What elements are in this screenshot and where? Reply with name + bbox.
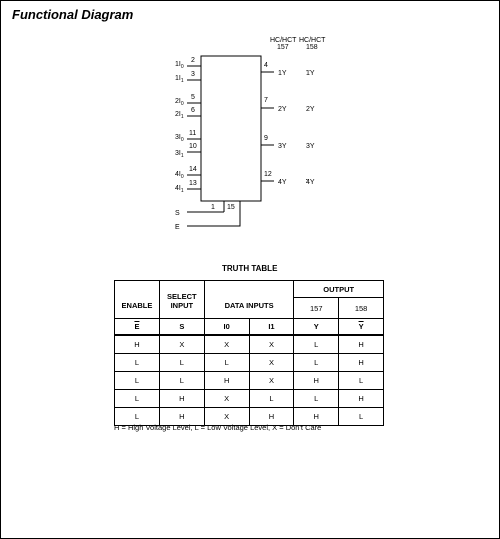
- pin-number: 10: [189, 143, 197, 150]
- output-label-158: 1Y: [306, 70, 315, 77]
- header-output: OUTPUT: [294, 281, 384, 298]
- pin-number: 5: [191, 94, 195, 101]
- cell: L: [204, 354, 249, 372]
- truth-table: [114, 280, 384, 426]
- output-label-157: 1Y: [278, 70, 287, 77]
- header-select-line2: INPUT: [170, 301, 194, 310]
- input-label: $4I_0$: [175, 171, 184, 180]
- symbol-enable: [115, 319, 160, 336]
- select-lead: [175, 210, 224, 217]
- cell: L: [115, 372, 160, 390]
- cell: L: [159, 354, 204, 372]
- pin-number: 12: [264, 171, 272, 178]
- header-158: 158: [339, 298, 384, 319]
- output-label-158: 2Y: [306, 106, 315, 113]
- input-lead-4i1: [175, 180, 201, 194]
- header-select-input: [159, 281, 204, 319]
- cell: X: [204, 408, 249, 426]
- table-row: [115, 354, 384, 372]
- cell: L: [159, 372, 204, 390]
- cell: H: [294, 408, 339, 426]
- cell: H: [204, 372, 249, 390]
- header-enable: ENABLE: [115, 281, 160, 319]
- cell: H: [249, 408, 294, 426]
- page-title: Functional Diagram: [12, 7, 134, 22]
- select-pin-number: 1: [211, 204, 215, 211]
- cell: H: [159, 408, 204, 426]
- truth-table-title: TRUTH TABLE: [222, 264, 278, 273]
- pin-number: 11: [189, 130, 197, 137]
- pin-number: 7: [264, 97, 268, 104]
- header-select-line1: SELECT: [167, 292, 197, 301]
- cell: L: [294, 390, 339, 408]
- pin-number: 3: [191, 71, 195, 78]
- input-lead-3i0: [175, 130, 201, 143]
- pin-number: 2: [191, 57, 195, 64]
- table-row: [115, 390, 384, 408]
- cell: X: [249, 372, 294, 390]
- chip-body: [201, 56, 261, 201]
- output-label-157: 3Y: [278, 143, 287, 150]
- functional-diagram: [0, 0, 500, 250]
- header-157-line2: 157: [277, 44, 289, 51]
- input-lead-4i0: [175, 166, 201, 180]
- input-lead-1i0: [175, 57, 201, 70]
- input-label: $3I_0$: [175, 134, 184, 143]
- symbol-y: Y: [294, 319, 339, 336]
- cell: H: [115, 335, 160, 354]
- output-label-157: 4Y: [278, 179, 287, 186]
- symbol-y-bar-text: $\overline{Y}$: [358, 322, 364, 331]
- table-row: [115, 372, 384, 390]
- cell: H: [159, 390, 204, 408]
- enable-label: E: [175, 224, 180, 231]
- cell: X: [249, 335, 294, 354]
- header-157: 157: [294, 298, 339, 319]
- symbol-i1: I1: [249, 319, 294, 336]
- cell: X: [159, 335, 204, 354]
- pin-number: 13: [189, 180, 197, 187]
- cell: H: [339, 335, 384, 354]
- output-label-157: 2Y: [278, 106, 287, 113]
- pin-number: 14: [189, 166, 197, 173]
- header-158-line2: 158: [306, 44, 318, 51]
- symbol-y-bar: [339, 319, 384, 336]
- input-label: $2I_0$: [175, 98, 184, 107]
- truth-table-footnote: H = High Voltage Level, L = Low Voltage Level, X = Don't Care: [114, 423, 322, 432]
- cell: L: [115, 354, 160, 372]
- header-row-top: [115, 281, 384, 298]
- output-label-158: 4Y: [306, 179, 315, 186]
- input-label: $1I_0$: [175, 61, 184, 70]
- cell: L: [294, 354, 339, 372]
- cell: H: [339, 390, 384, 408]
- input-label: $2I_1$: [175, 111, 184, 120]
- output-lead-2y: [261, 97, 315, 113]
- symbol-select: S: [159, 319, 204, 336]
- cell: L: [294, 335, 339, 354]
- cell: H: [339, 354, 384, 372]
- input-label: $4I_1$: [175, 185, 184, 194]
- symbol-i0: I0: [204, 319, 249, 336]
- cell: L: [249, 390, 294, 408]
- cell: X: [204, 335, 249, 354]
- output-label-158: 3Y: [306, 143, 315, 150]
- enable-pin-number: 15: [227, 204, 235, 211]
- input-label: $1I_1$: [175, 75, 184, 84]
- cell: H: [294, 372, 339, 390]
- pin-number: 6: [191, 107, 195, 114]
- pin-number: 4: [264, 62, 268, 69]
- cell: L: [115, 408, 160, 426]
- input-label: $3I_1$: [175, 150, 184, 159]
- cell: X: [204, 390, 249, 408]
- header-158-line1: HC/HCT: [299, 37, 326, 44]
- table-row: [115, 335, 384, 354]
- symbol-row: [115, 319, 384, 336]
- cell: L: [339, 372, 384, 390]
- input-lead-2i0: [175, 94, 201, 107]
- cell: X: [249, 354, 294, 372]
- header-157-line1: HC/HCT: [270, 37, 297, 44]
- cell: L: [115, 390, 160, 408]
- output-lead-3y: [261, 135, 315, 150]
- cell: L: [339, 408, 384, 426]
- input-lead-2i1: [175, 107, 201, 120]
- select-label: S: [175, 210, 180, 217]
- header-data-inputs: DATA INPUTS: [204, 281, 294, 319]
- output-lead-4y: [261, 171, 315, 186]
- output-lead-1y: [261, 62, 315, 77]
- symbol-enable-text: $\overline{E}$: [134, 322, 140, 331]
- pin-number: 9: [264, 135, 268, 142]
- input-lead-1i1: [175, 71, 201, 84]
- input-lead-3i1: [175, 143, 201, 159]
